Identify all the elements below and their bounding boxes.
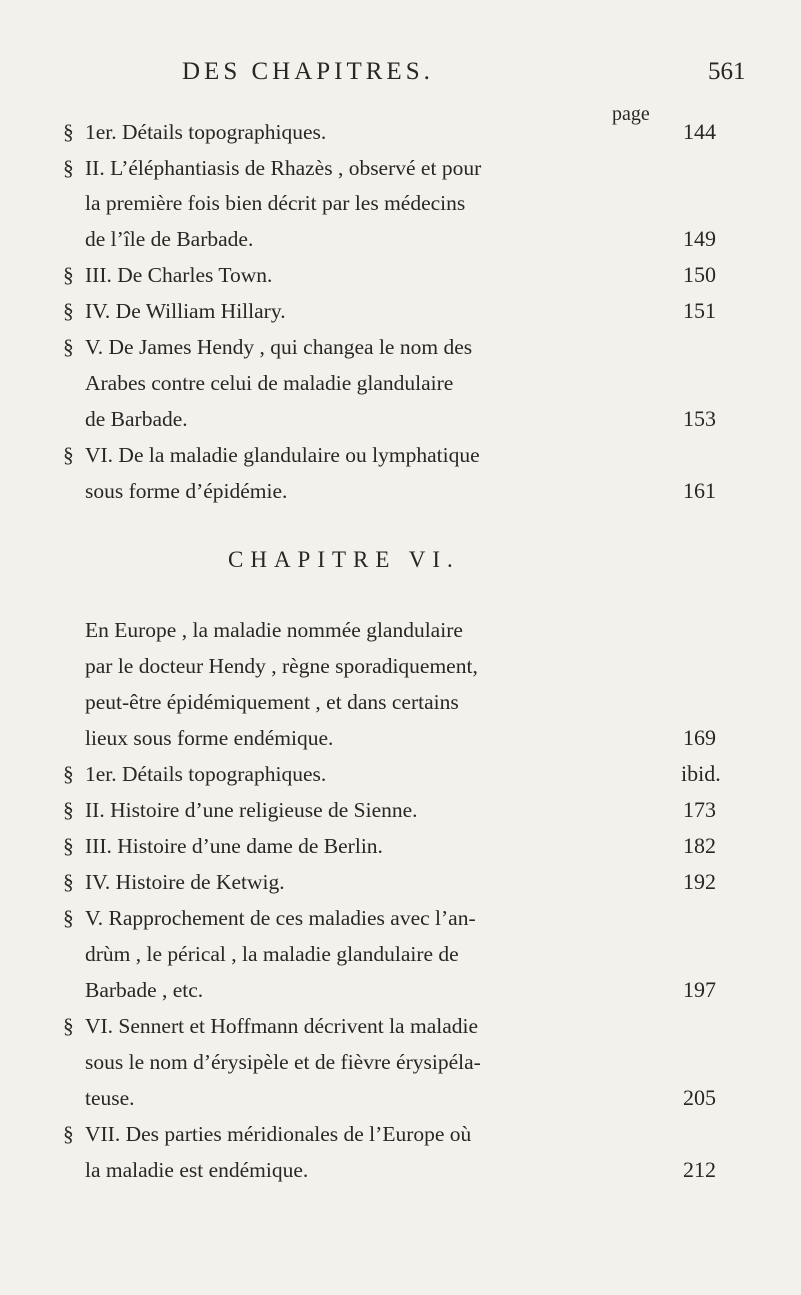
- toc-entry-text: VI. De la maladie glandulaire ou lymphatique: [85, 443, 480, 467]
- toc-entry-text: V. Rapprochement de ces maladies avec l’an-: [85, 906, 476, 930]
- toc-page-number: 144: [683, 119, 716, 144]
- section-mark: §: [63, 1014, 74, 1038]
- toc-page-number: 192: [683, 869, 716, 894]
- toc-entry: [0, 440, 801, 470]
- toc-entry-continuation: [0, 939, 801, 969]
- chapter-summary: [0, 615, 801, 645]
- toc-page-number: 182: [683, 833, 716, 858]
- toc-entry-continuation: [0, 975, 801, 1005]
- toc-page-number: 197: [683, 977, 716, 1002]
- section-mark: §: [63, 870, 74, 894]
- toc-entry-text: de Barbade.: [85, 407, 188, 431]
- section-mark: §: [63, 299, 74, 323]
- toc-entry-continuation: [0, 188, 801, 218]
- toc-entry-text: peut-être épidémiquement , et dans certains: [85, 690, 459, 714]
- toc-entry-continuation: [0, 476, 801, 506]
- toc-entry: [0, 759, 801, 789]
- toc-entry-text: par le docteur Hendy , règne sporadiquement,: [85, 654, 478, 678]
- toc-entry-text: teuse.: [85, 1086, 135, 1110]
- section-mark: §: [63, 762, 74, 786]
- toc-entry-text: III. Histoire d’une dame de Berlin.: [85, 834, 383, 858]
- chapter-summary: [0, 687, 801, 717]
- toc-entry-text: sous forme d’épidémie.: [85, 479, 288, 503]
- toc-entry-text: V. De James Hendy , qui changea le nom des: [85, 335, 473, 359]
- section-mark: §: [63, 335, 74, 359]
- chapter-heading: CHAPITRE VI.: [228, 547, 460, 572]
- section-mark: §: [63, 906, 74, 930]
- toc-page-number: 149: [683, 226, 716, 251]
- toc-page-number: ibid.: [681, 761, 721, 786]
- toc-entry-text: la maladie est endémique.: [85, 1158, 309, 1182]
- toc-entry-text: VII. Des parties méridionales de l’Europe où: [85, 1122, 472, 1146]
- toc-entry-text: IV. Histoire de Ketwig.: [85, 870, 285, 894]
- toc-entry-continuation: [0, 224, 801, 254]
- toc-page-number: 205: [683, 1085, 716, 1110]
- toc-entry-text: II. Histoire d’une religieuse de Sienne.: [85, 798, 418, 822]
- toc-entry-continuation: [0, 1083, 801, 1113]
- section-mark: §: [63, 443, 74, 467]
- toc-page-number: 150: [683, 262, 716, 287]
- toc-entry: [0, 260, 801, 290]
- toc-entry-text: 1er. Détails topographiques.: [85, 762, 327, 786]
- toc-entry: [0, 831, 801, 861]
- toc-entry-text: lieux sous forme endémique.: [85, 726, 334, 750]
- toc-entry: [0, 1011, 801, 1041]
- section-mark: §: [63, 263, 74, 287]
- chapter-summary: [0, 723, 801, 753]
- running-head-title: DES CHAPITRES.: [182, 58, 434, 85]
- page-number: 561: [708, 58, 746, 85]
- toc-entry-text: 1er. Détails topographiques.: [85, 120, 327, 144]
- toc-entry-text: VI. Sennert et Hoffmann décrivent la maladie: [85, 1014, 479, 1038]
- toc-entry-text: III. De Charles Town.: [85, 263, 273, 287]
- toc-entry: [0, 795, 801, 825]
- toc-entry-continuation: [0, 404, 801, 434]
- section-mark: §: [63, 1122, 74, 1146]
- toc-entry: [0, 903, 801, 933]
- toc-entry: [0, 867, 801, 897]
- toc-entry-text: IV. De William Hillary.: [85, 299, 286, 323]
- toc-entry: [0, 332, 801, 362]
- toc-entry-text: la première fois bien décrit par les médecins: [85, 191, 466, 215]
- toc-entry-text: Arabes contre celui de maladie glandulaire: [85, 371, 454, 395]
- toc-page-number: 169: [683, 725, 716, 750]
- section-mark: §: [63, 156, 74, 180]
- toc-entry-text: Barbade , etc.: [85, 978, 204, 1002]
- toc-entry: [0, 1119, 801, 1149]
- toc-entry-continuation: [0, 1047, 801, 1077]
- toc-entry-text: sous le nom d’érysipèle et de fièvre érysipéla-: [85, 1050, 481, 1074]
- page-column-label: page: [612, 103, 650, 125]
- toc-entry-text: II. L’éléphantiasis de Rhazès , observé et pour: [85, 156, 482, 180]
- section-mark: §: [63, 798, 74, 822]
- toc-entry: [0, 153, 801, 183]
- toc-page-number: 161: [683, 478, 716, 503]
- toc-entry-text: de l’île de Barbade.: [85, 227, 254, 251]
- toc-page-number: 173: [683, 797, 716, 822]
- toc-page-number: 153: [683, 406, 716, 431]
- toc-entry-continuation: [0, 368, 801, 398]
- toc-entry: [0, 296, 801, 326]
- chapter-summary: [0, 651, 801, 681]
- toc-page-number: 212: [683, 1157, 716, 1182]
- section-mark: §: [63, 834, 74, 858]
- toc-entry-continuation: [0, 1155, 801, 1185]
- toc-entry: [0, 117, 801, 147]
- toc-page-number: 151: [683, 298, 716, 323]
- toc-entry-text: En Europe , la maladie nommée glandulaire: [85, 618, 463, 642]
- section-mark: §: [63, 120, 74, 144]
- toc-entry-text: drùm , le pérical , la maladie glandulaire de: [85, 942, 459, 966]
